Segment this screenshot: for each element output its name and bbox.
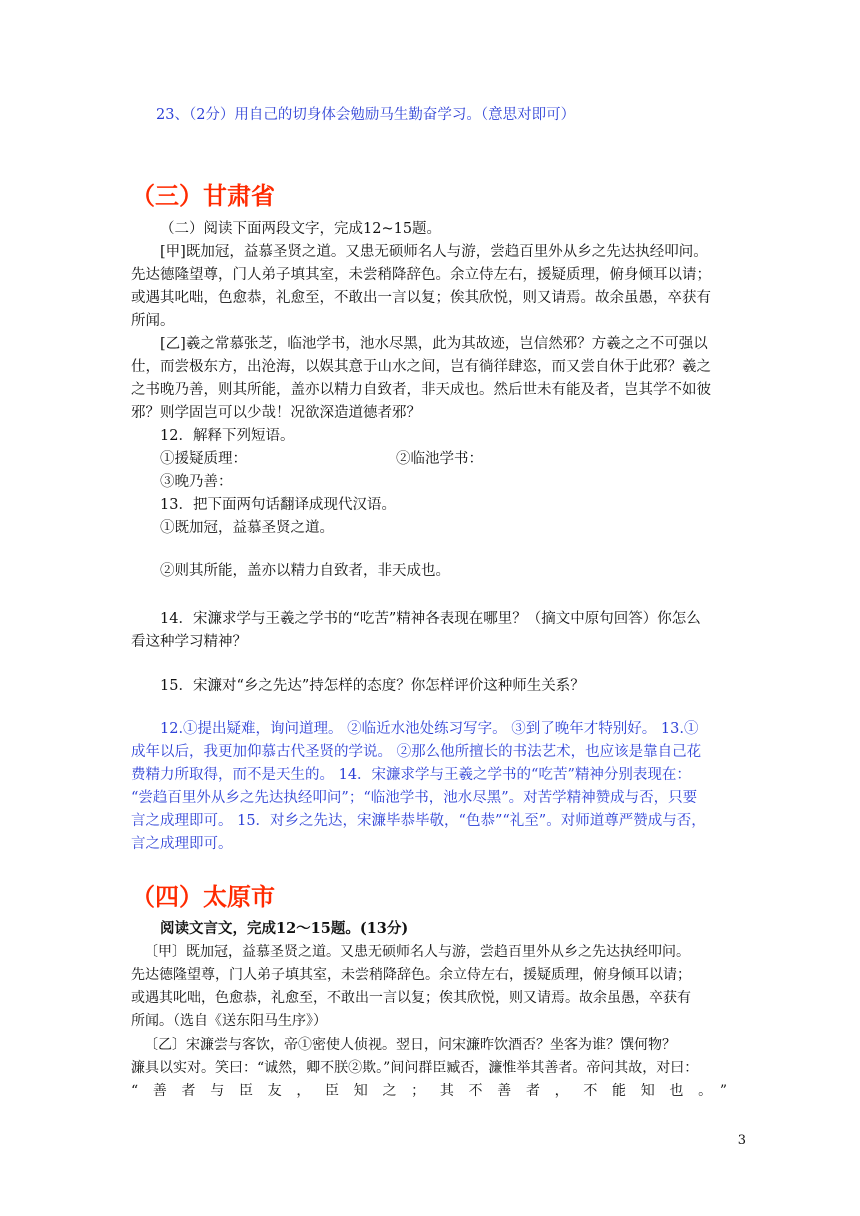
taiyuan-jia-line: 先达德隆望尊，门人弟子填其室，未尝稍降辞色。余立侍左右，援疑质理，俯身倾耳以请； xyxy=(131,967,691,983)
gansu-yi-line: 邪？则学固岂可以少哉！况欲深造道德者邪？ xyxy=(131,405,421,421)
answer-23: 23、（2分）用自己的切身体会勉励马生勤奋学习。（意思对即可） xyxy=(156,107,576,123)
section-heading-taiyuan: （四）太原市 xyxy=(131,883,275,911)
question-13-item-2: ②则其所能，盖亦以精力自致者，非天成也。 xyxy=(160,563,450,579)
question-13: 13．把下面两句话翻译成现代汉语。 xyxy=(160,497,396,513)
gansu-yi-line: [乙]羲之常慕张芝，临池学书，池水尽黑，此为其故迹，岂信然邪？方羲之之不可强以 xyxy=(160,336,708,352)
answer-line: 言之成理即可。 15．对乡之先达，宋濂毕恭毕敬，“色恭”“礼至”。对师道尊严赞成与否， xyxy=(131,813,706,829)
gansu-jia-line: 或遇其叱咄，色愈恭，礼愈至，不敢出一言以复；俟其欣悦，则又请焉。故余虽愚，卒获有 xyxy=(131,290,711,306)
taiyuan-yi-line: 〔乙〕宋濂尝与客饮，帝①密使人侦视。翌日，问宋濂昨饮酒否？坐客为谁？馔何物？ xyxy=(144,1037,676,1053)
gansu-jia-line: 所闻。 xyxy=(131,313,175,329)
gansu-intro: （二）阅读下面两段文字，完成12~15题。 xyxy=(160,221,442,237)
taiyuan-yi-line: 濂具以实对。笑曰：“诚然，卿不朕②欺。”间问群臣臧否，濂惟举其善者。帝问其故，对曰： xyxy=(131,1060,699,1076)
question-14-line: 14．宋濂求学与王羲之学书的“吃苦”精神各表现在哪里？（摘文中原句回答）你怎么 xyxy=(160,611,701,627)
taiyuan-jia-line: 〔甲〕既加冠，益慕圣贤之道。又患无硕师名人与游，尝趋百里外从乡之先达执经叩问。 xyxy=(144,944,690,960)
answer-line: “尝趋百里外从乡之先达执经叩问”；“临池学书，池水尽黑”。对苦学精神赞成与否，只要 xyxy=(131,790,698,806)
taiyuan-intro: 阅读文言文，完成12～15题。(13分) xyxy=(160,920,409,937)
taiyuan-jia-line: 所闻。（选自《送东阳马生序》） xyxy=(131,1013,327,1029)
question-14-line: 看这种学习精神？ xyxy=(131,634,247,650)
answer-line: 言之成理即可。 xyxy=(131,836,233,852)
gansu-jia-line: [甲]既加冠，益慕圣贤之道。又患无硕师名人与游，尝趋百里外从乡之先达执经叩问。 xyxy=(160,244,708,260)
question-12: 12．解释下列短语。 xyxy=(160,428,295,444)
gansu-jia-line: 先达德隆望尊，门人弟子填其室，未尝稍降辞色。余立侍左右，援疑质理，俯身倾耳以请； xyxy=(131,267,711,283)
answer-line: 成年以后，我更加仰慕古代圣贤的学说。 ②那么他所擅长的书法艺术，也应该是靠自己花 xyxy=(131,744,702,760)
taiyuan-yi-line: “善者与臣友，臣知之；其不善者，不能知也。” xyxy=(131,1083,727,1099)
question-12-item-1: ①援疑质理： xyxy=(160,451,247,467)
gansu-yi-line: 之书晚乃善，则其所能，盖亦以精力自致者，非天成也。然后世未有能及者，岂其学不如彼 xyxy=(131,382,711,398)
page-number: 3 xyxy=(737,1133,746,1148)
question-13-item-1: ①既加冠，益慕圣贤之道。 xyxy=(160,520,334,536)
taiyuan-jia-line: 或遇其叱咄，色愈恭，礼愈至，不敢出一言以复；俟其欣悦，则又请焉。故余虽愚，卒获有 xyxy=(131,990,691,1006)
question-15: 15．宋濂对“乡之先达”持怎样的态度？你怎样评价这种师生关系？ xyxy=(160,678,585,694)
gansu-yi-line: 仕，而尝极东方，出沧海，以娱其意于山水之间，岂有徜徉肆恣，而又尝自休于此邪？羲之 xyxy=(131,359,711,375)
question-12-item-3: ③晚乃善： xyxy=(160,474,233,490)
answer-line: 费精力所取得，而不是天生的。 14．宋濂求学与王羲之学书的“吃苦”精神分别表现在： xyxy=(131,767,691,783)
section-heading-gansu: （三）甘肃省 xyxy=(131,182,275,210)
question-12-item-2: ②临池学书： xyxy=(396,451,483,467)
answer-line: 12.①提出疑难，询问道理。 ②临近水池处练习写字。 ③到了晚年才特别好。 13.① xyxy=(160,721,699,737)
